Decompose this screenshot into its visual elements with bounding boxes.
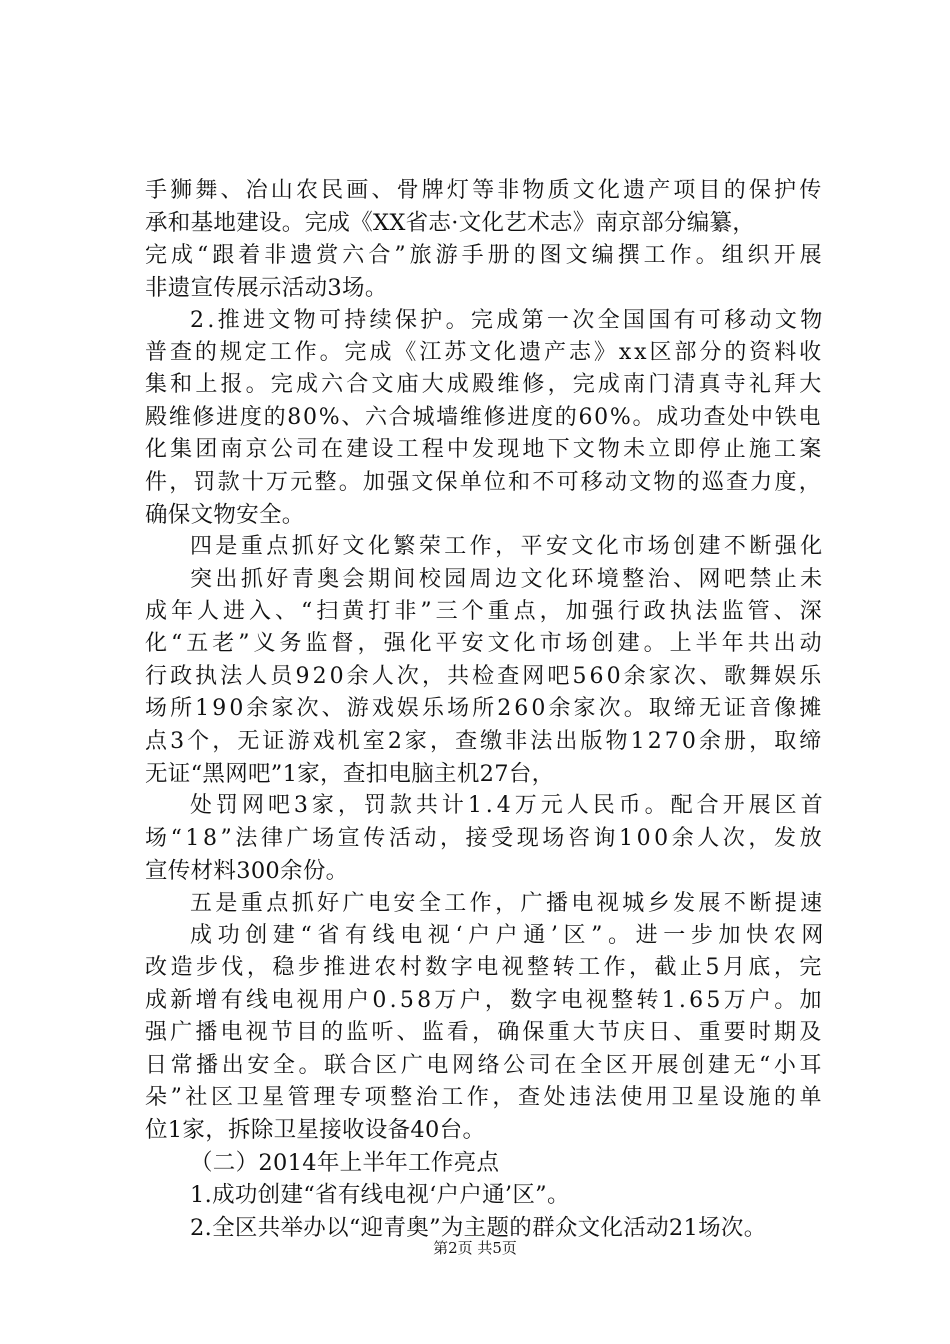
text-line: 改造步伐，稳步推进农村数字电视整转工作，截止5月底，完 — [145, 955, 825, 981]
page-footer: 第2页 共5页 — [433, 1239, 517, 1257]
text-line: 非遗宣传展示活动3场。 — [145, 275, 388, 302]
text-line: 五是重点抓好广电安全工作，广播电视城乡发展不断提速 — [190, 890, 826, 916]
text-line: 成年人进入、“扫黄打非”三个重点，加强行政执法监管、深 — [145, 599, 826, 625]
text-line: 行政执法人员920余人次，共检查网吧560余家次、歌舞娱乐 — [145, 663, 825, 689]
text-line: 化“五老”义务监督，强化平安文化市场创建。上半年共出动 — [145, 631, 826, 657]
text-line: 承和基地建设。完成《XX省志·文化艺术志》南京部分编纂， — [145, 210, 756, 237]
text-line: 日常播出安全。联合区广电网络公司在全区开展创建无“小耳 — [145, 1052, 826, 1078]
text-line: 集和上报。完成六合文庙大成殿维修，完成南门清真寺礼拜大 — [145, 372, 825, 398]
text-line: 1.成功创建“省有线电视‘户户通’区”。 — [190, 1182, 570, 1209]
text-line: 殿维修进度的80%、六合城墙维修进度的60%。成功查处中铁电 — [145, 404, 823, 430]
text-line: 四是重点抓好文化繁荣工作，平安文化市场创建不断强化 — [190, 534, 826, 560]
text-line: 完成“跟着非遗赏六合”旅游手册的图文编撰工作。组织开展 — [145, 242, 826, 268]
text-line: 处罚网吧3家，罚款共计1.4万元人民币。配合开展区首 — [190, 793, 827, 819]
text-line: 成功创建“省有线电视‘户户通’区”。进一步加快农网 — [190, 922, 829, 948]
text-line: （二）2014年上半年工作亮点 — [190, 1149, 500, 1176]
text-line: 无证“黑网吧”1家，查扣电脑主机27台， — [145, 761, 555, 788]
text-line: 成新增有线电视用户0.58万户，数字电视整转1.65万户。加 — [145, 987, 825, 1013]
text-line: 2.全区共举办以“迎青奥”为主题的群众文化活动21场次。 — [190, 1214, 767, 1241]
text-line: 2.推进文物可持续保护。完成第一次全国国有可移动文物 — [190, 307, 826, 333]
text-line: 场所190余家次、游戏娱乐场所260余家次。取缔无证音像摊 — [145, 696, 825, 722]
text-line: 场“18”法律广场宣传活动，接受现场咨询100余人次，发放 — [145, 825, 826, 851]
text-line: 朵”社区卫星管理专项整治工作，查处违法使用卫星设施的单 — [145, 1084, 826, 1110]
text-line: 确保文物安全。 — [145, 501, 305, 528]
text-line: 位1家，拆除卫星接收设备40台。 — [145, 1117, 486, 1144]
text-line: 点3个，无证游戏机室2家，查缴非法出版物1270余册，取缔 — [145, 728, 825, 754]
text-line: 强广播电视节目的监听、监看，确保重大节庆日、重要时期及 — [145, 1020, 825, 1046]
text-line: 突出抓好青奥会期间校园周边文化环境整治、网吧禁止未 — [190, 566, 826, 592]
text-line: 件，罚款十万元整。加强文保单位和不可移动文物的巡查力度， — [145, 469, 823, 495]
text-line: 普查的规定工作。完成《江苏文化遗产志》xx区部分的资料收 — [145, 339, 825, 365]
text-line: 化集团南京公司在建设工程中发现地下文物未立即停止施工案 — [145, 437, 825, 463]
document-body — [145, 175, 835, 1244]
text-line: 宣传材料300余份。 — [145, 858, 349, 885]
text-line: 手狮舞、冶山农民画、骨牌灯等非物质文化遗产项目的保护传 — [145, 178, 825, 203]
